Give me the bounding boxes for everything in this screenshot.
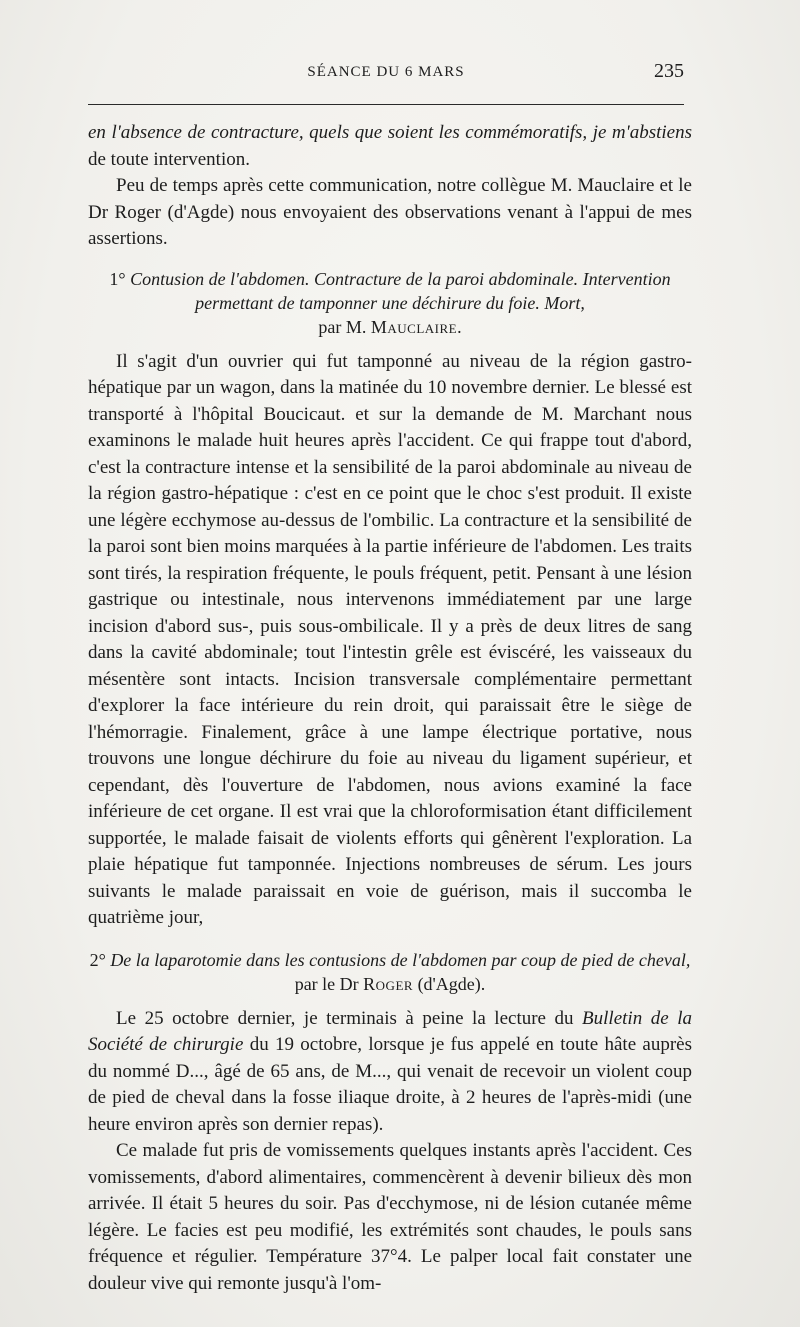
section-2-end: (d'Agde). bbox=[417, 973, 486, 994]
section-1-author: Mauclaire bbox=[370, 316, 458, 337]
section-2-title: De la laparotomie dans les contusions de l'abdomen par coup de pied de cheval, bbox=[110, 949, 691, 970]
page-body bbox=[88, 120, 692, 1297]
section-2-paragraph-2: Ce malade fut pris de vomissements quelques instants après l'accident. Ces vomissements, d'abord alimentaires, commencèrent à devenir bilieux dès mon arrivée. Il était 5 heures du soir. Pas d'ecchymose, ni de lésion cutanée même légère. Le facies est peu modifié, les extrémités sont chaudes, le pouls sans fréquence et régulier. Température 37°4. Le palper local fait constater une douleur vive qui remonte jusqu'à l'om- bbox=[88, 1140, 692, 1294]
section-2-by: par le Dr bbox=[294, 973, 359, 994]
section-1-body: Il s'agit d'un ouvrier qui fut tamponné au niveau de la région gastro-hépatique par un wagon, dans la matinée du 10 novembre dernier. Le blessé est transporté à l'hôpital Boucicaut. et sur la demande de M. Marchant nous examinons le malade huit heures après l'accident. Ce qui frappe tout d'abord, c'est la contracture intense et la sensibilité de la paroi abdominale au niveau de la région gastro-hépatique : c'est en ce point que le choc s'est produit. Il existe une légère ecchymose au-dessus de l'ombilic. La contracture et la sensibilité de la paroi sont bien moins marquées à la partie inférieure de l'abdomen. Les traits sont tirés, la respiration fréquente, le pouls fréquent, petit. Pensant à une lésion gastrique ou intestinale, nous intervenons immédiatement par une large incision d'abord sus-, puis sous-ombilicale. Il y a près de deux litres de sang dans la cavité abdominale; tout l'intestin grêle est éviscéré, les vaisseaux du mésentère sont intacts. Incision transversale complémentaire permettant d'explorer la face intérieure du rein droit, qui paraissait être le siège de l'hémorragie. Finalement, grâce à une lampe électrique portative, nous trouvons une longue déchirure du foie au niveau du ligament supérieur, et cependant, dès l'ouverture de l'abdomen, nous avions examiné la face inférieure de cet organe. Il est vrai que la chloroformisation étant difficilement supportée, le malade faisait de violents efforts qui gênèrent l'exploration. La plaie hépatique fut tamponnée. Injections nombreuses de sérum. Les jours suivants le malade paraissait en voie de guérison, mais il succomba le quatrième jour, bbox=[88, 350, 692, 928]
section-2-p1-start: Le 25 octobre dernier, je terminais à peine la lecture du bbox=[116, 1007, 583, 1029]
section-1-end: . bbox=[457, 316, 462, 337]
section-1-heading bbox=[88, 267, 692, 339]
section-2-author: Roger bbox=[363, 973, 414, 994]
header-rule bbox=[88, 104, 684, 105]
section-1-title: Contusion de l'abdomen. Contracture de la paroi abdominale. Intervention permettant de tamponner une déchirure du foie. Mort, bbox=[130, 268, 671, 313]
section-2-p1-end: du 19 octobre, lorsque je fus appelé en toute hâte auprès du nommé D..., âgé de 65 ans, de M..., qui venait de recevoir un violent coup de pied de cheval dans la fosse iliaque droite, à 2 heures de l'après-midi (une heure environ après son dernier repas). bbox=[88, 1034, 693, 1135]
running-title: SÉANCE DU 6 MARS bbox=[307, 64, 465, 80]
intro-italic-text: en l'absence de contracture, quels que soient les commémoratifs, je m'abstiens bbox=[88, 122, 692, 143]
section-2-heading bbox=[88, 948, 692, 996]
section-1-by: par M. bbox=[318, 316, 367, 337]
running-header bbox=[88, 60, 684, 88]
intro-plain-text: de toute intervention. bbox=[88, 148, 250, 170]
section-2-paragraph-1 bbox=[88, 1006, 692, 1139]
intro-paragraph-2: Peu de temps après cette communication, notre collègue M. Mauclaire et le Dr Roger (d'Agde) nous envoyaient des observations venant à l'appui de mes assertions. bbox=[88, 175, 692, 249]
section-2-number: 2° bbox=[89, 949, 106, 970]
section-2-p1-italic: Bulletin de la Société de chirurgie bbox=[88, 1007, 692, 1055]
intro-paragraph-1 bbox=[88, 120, 692, 173]
page-number: 235 bbox=[654, 60, 684, 82]
section-1-number: 1° bbox=[109, 268, 126, 289]
